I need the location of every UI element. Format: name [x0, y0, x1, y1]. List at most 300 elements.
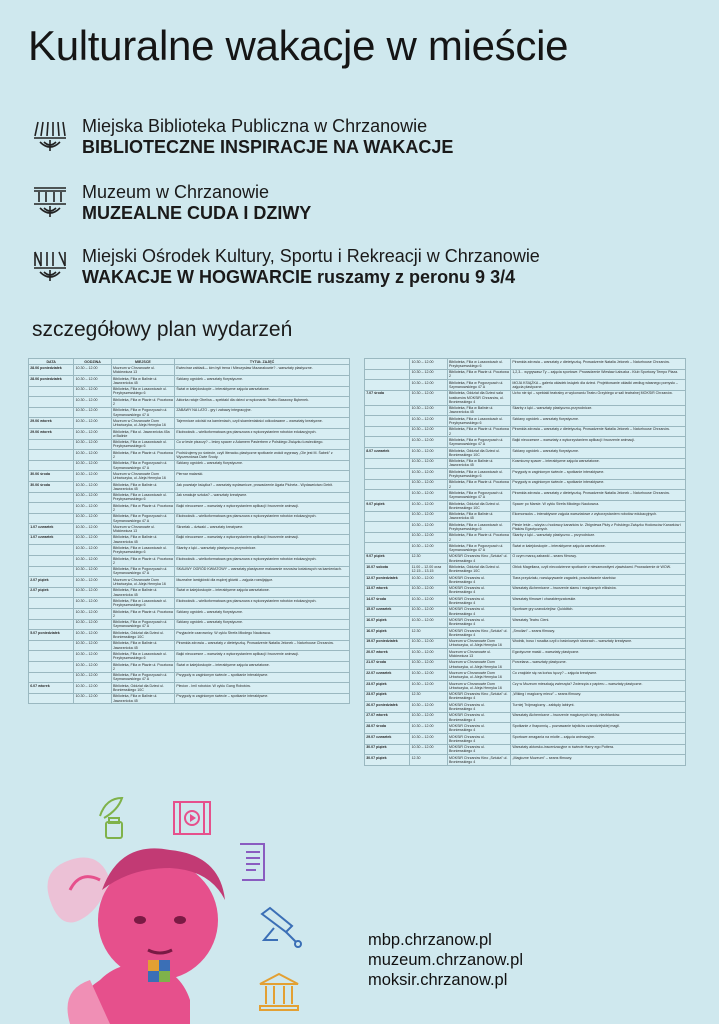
event-date [365, 543, 410, 554]
event-date: 2.07 piątek [29, 587, 74, 598]
event-date: 1.07 czwartek [29, 534, 74, 545]
event-date: 7.07 środa [365, 390, 410, 405]
event-place: MOKSiR Chrzanów ul. Broniewskiego 4 [447, 712, 510, 723]
event-date: 30.06 środa [29, 471, 74, 482]
table-row [29, 471, 350, 482]
event-date [29, 619, 74, 630]
event-date: 14.07 środa [365, 596, 410, 607]
event-title: Spacer po Marsie. W cyklu Strefa Młodego Naukowca. [511, 500, 686, 511]
event-place: Biblioteka, Filia w Pogorzycach ul. Szymanowskiego 47 A [111, 566, 174, 577]
event-place: Biblioteka, Filia w Pogorzycach ul. Szymanowskiego 47 A [111, 407, 174, 418]
event-place: MOKSiR Chrzanów ul. Broniewskiego 4 [447, 744, 510, 755]
event-place: Biblioteka, Filia w Płazie ul. Pocztowa 2 [448, 480, 509, 489]
table-row [365, 458, 686, 469]
table-row [29, 587, 350, 598]
event-hour: 12.30 [410, 628, 447, 639]
event-hour: 10.30 – 12.00 [410, 649, 447, 660]
event-title: Szklany ogródek – warsztaty florystyczne. [511, 447, 686, 458]
event-place: Biblioteka, Filia w Luszowicach ul. Przybyszewskiego 6 [447, 522, 510, 533]
event-place: Muzeum w Chrzanowie Dom Urbańczyka, ul. Aleja Henryka 16 [447, 659, 510, 670]
event-title: Ucho nie śpi – spektakl teatralny w wykonaniu Teatru Grzybiego w sali teatralnej MOKSiR Chrzanów. [511, 390, 686, 405]
event-hour: 10.30 – 12.00 [410, 369, 447, 380]
event-hour: 10.30 – 12.00 [410, 543, 447, 554]
event-place: Muzeum w Chrzanowie ul. Mickiewicza 13 [111, 524, 174, 535]
plan-heading: szczegółowy plan wydarzeń [32, 318, 293, 341]
event-hour: 10.30 – 12.00 [410, 638, 447, 649]
event-hour: 10.30 – 12.00 [410, 617, 447, 628]
event-title: Co znajdzie się na końcu tęczy? – zajęcia kreatywne. [511, 670, 686, 681]
event-hour: 10.30 – 12.00 [410, 522, 447, 533]
event-date [365, 359, 410, 370]
event-place: MOKSiR Chrzanów ul. Broniewskiego 4 [447, 585, 510, 596]
event-date: 21.07 środa [365, 659, 410, 670]
event-title: Wodnik, boso i rusałka czyli o baśniowych stworach – warsztaty kreatywne. [511, 638, 686, 649]
event-hour: 10.30 – 12.00 [410, 479, 447, 490]
institution-library [32, 116, 453, 158]
table-row [29, 566, 350, 577]
event-date [29, 545, 74, 556]
event-title: SKAUWY OGRÓD KWIATOWY – warsztaty plastyczne malowanie wrzosów kwiatowych na kamieniach. [175, 566, 350, 577]
event-hour: 10.30 – 12.00 [74, 693, 111, 704]
event-date [29, 450, 74, 461]
table-row [29, 428, 350, 439]
table-row [29, 609, 350, 620]
event-hour: 10.30 – 12.00 [74, 481, 111, 492]
table-row [365, 447, 686, 458]
table-row [29, 534, 350, 545]
event-hour: 10.30 – 12.00 [74, 365, 111, 376]
event-date: 23.07 piątek [365, 691, 410, 702]
event-title: Ekobooksik – wielkoformatowa gra planszowa z wykorzystaniem robotów edukacyjnych. [175, 556, 350, 567]
event-hour: 10.30 – 12.00 [410, 712, 447, 723]
event-date [365, 380, 410, 391]
event-title: Aktorka ratuje Obelixa – spektakl dla dzieci w wykonaniu Teatru Baszowy Bębenek. [175, 397, 350, 408]
event-place: Muzeum w Chrzanowie Dom Urbańczyka, ul. Aleja Henryka 16 [447, 638, 510, 649]
event-title: Bajki nieuczesne – warsztaty z wykorzystaniem aplikacji i tworzenie animacji. [175, 651, 350, 662]
event-date: 16.07 piątek [365, 617, 410, 628]
event-title: Świat w kalejdoskopie – interaktywne zajęcia warsztatowe. [175, 587, 350, 598]
institution-name: Muzeum w Chrzanowie [82, 182, 270, 202]
table-row [29, 672, 350, 683]
event-title: Świat w kalejdoskopie – interaktywne zajęcia warsztatowe. [511, 543, 686, 554]
event-title: Piramida zdrowia – warsztaty z dietetyczką. Prowadzenie Natalia Jelonek – Naturhouse Chrzanów. [511, 490, 686, 501]
table-row [29, 683, 350, 694]
event-hour: 10.30 – 12.00 [74, 683, 111, 694]
event-date [365, 490, 410, 501]
event-date: 28.06 poniedziałek [29, 375, 74, 386]
table-row [365, 744, 686, 755]
table-row [29, 524, 350, 535]
event-title: Egzotyczne maski – warsztaty plastyczne. [511, 649, 686, 660]
event-hour: 10.30 – 12.00 [410, 670, 447, 681]
event-date [29, 439, 74, 450]
event-title: „Smolian” – seans filmowy. [511, 628, 686, 639]
table-row [29, 386, 350, 397]
event-date [29, 566, 74, 577]
event-place: Muzeum w Chrzanowie Dom Urbańczyka, ul. Aleja Henryka 16 [111, 577, 174, 588]
event-place: Muzeum w Chrzanowie ul. Mickiewicza 13 [111, 365, 174, 376]
event-title: Szklany ogródek – warsztaty florystyczne. [175, 460, 350, 471]
table-row [29, 619, 350, 630]
table-row [365, 575, 686, 586]
event-hour: 10.30 – 12.00 [74, 397, 111, 408]
institution-museum [32, 182, 311, 224]
event-hour: 10.30 – 12.00 [410, 744, 447, 755]
event-title: Piramida zdrowia – warsztaty z dietetyczką. Prowadzenie Natalia Jelonek – Naturhouse Chrzanów. [511, 359, 686, 370]
event-title: Szklany ogródek – warsztaty florystyczne. [175, 609, 350, 620]
schedule-right-body [365, 359, 686, 766]
event-hour: 10.30 – 12.00 [74, 609, 111, 620]
event-hour: 10.30 – 12.00 [74, 577, 111, 588]
event-hour: 10.30 – 12.00 [410, 500, 447, 511]
event-date [29, 609, 74, 620]
event-place: Biblioteka, Filia w Pogorzycach ul. Szymanowskiego 47 A [111, 619, 174, 630]
event-hour: 10.30 – 12.00 [410, 575, 447, 586]
event-date [365, 369, 410, 380]
event-title: Przygody w zaginionym świecie – spotkanie interaktywne. [175, 672, 350, 683]
event-hour: 10.30 – 12.00 [410, 585, 447, 596]
event-date [29, 386, 74, 397]
event-title: Warsztaty filmowe i charakteryzatorskie. [511, 596, 686, 607]
event-hour: 10.30 – 12.00 [74, 471, 111, 482]
table-row [365, 490, 686, 501]
event-date: 20.07 wtorek [365, 649, 410, 660]
table-row [29, 481, 350, 492]
event-place: Biblioteka, Filia w Płazie ul. Pocztowa 2 [112, 609, 173, 618]
event-hour: 10.30 – 12.00 [74, 524, 111, 535]
event-hour: 10.30 – 12.00 [74, 566, 111, 577]
event-title: Sportowe zmagania na miotle – zajęcia animacyjne. [511, 733, 686, 744]
table-row [365, 681, 686, 692]
event-place: Biblioteka, Filia w Pogorzycach ul. Szymanowskiego 47 A [447, 380, 510, 391]
event-place: Biblioteka, Filia w Płazie ul. Pocztowa 2 [112, 397, 173, 406]
event-hour: 10.30 – 12.00 [74, 598, 111, 609]
event-title: Oblok Magellana, czyli niecodzienne spotkanie z niesamowitymi zjawiskami. Prowadzenie dr WOW. [511, 564, 686, 575]
event-date [29, 407, 74, 418]
event-place: Muzeum w Chrzanowie Dom Urbańczyka, ul. Aleja Henryka 16 [111, 471, 174, 482]
event-date: 22.07 czwartek [365, 670, 410, 681]
event-title: Przygody w zaginionym świecie – spotkanie interaktywne. [511, 479, 686, 490]
event-title: Warsztaty aktorsko-inscenizacyjne w świecie Harry ego Pottera. [511, 744, 686, 755]
event-title: ZABAWY NA LATO - gry i zabawy integracyjne. [175, 407, 350, 418]
event-title: Bajki nieuczesne – warsztaty z wykorzystaniem aplikacji i tworzenie animacji. [175, 534, 350, 545]
event-hour: 10.30 – 12.00 [410, 702, 447, 713]
schedule-table-right [364, 358, 686, 766]
event-hour: 10.30 – 12.00 [74, 587, 111, 598]
table-row [29, 418, 350, 429]
event-title: Turniej Trójmagiczny - zabłędy labirynt. [511, 702, 686, 713]
institution-name: Miejski Ośrodek Kultury, Sportu i Rekreacji w Chrzanowie [82, 246, 540, 266]
event-place: MOKSiR Chrzanów ul. Broniewskiego 4 [447, 596, 510, 607]
table-row [365, 437, 686, 448]
event-date [365, 416, 410, 427]
event-date [29, 651, 74, 662]
event-title: Muzealne lamiglówki dla mądrej główki – zajęcia rozwijające. [175, 577, 350, 588]
event-place: Biblioteka, Filia w Luszowicach ul. Przybyszewskiego 6 [447, 416, 510, 427]
event-place: Biblioteka, Filia w Luszowicach ul. Przybyszewskiego 6 [111, 386, 174, 397]
museum-url[interactable]: muzeum.chrzanow.pl [368, 951, 523, 969]
institution-name: Miejska Biblioteka Publiczna w Chrzanowie [82, 116, 428, 136]
event-title: Skarby z łąki – warsztaty plastyczno-przyrodnicze. [511, 405, 686, 416]
event-title: Ewiecinar zabladi— kim byli trena i Mieczysław Mazarakowie? - warsztaty plastyczne. [175, 365, 350, 376]
event-place: MOKSiR Chrzanów ul. Broniewskiego 4 [447, 723, 510, 734]
institution-moksir [32, 246, 540, 288]
event-title: Warsztaty Teatru Cieni. [511, 617, 686, 628]
event-place: Biblioteka, Filia w Luszowicach ul. Przybyszewskiego 6 [111, 545, 174, 556]
event-place: Biblioteka, Filia w Płazie ul. Pocztowa 2 [112, 503, 173, 512]
table-row [365, 553, 686, 564]
event-hour: 10.30 – 12.00 [410, 681, 447, 692]
event-hour: 10.30 – 12.00 [74, 503, 111, 514]
event-place: Muzeum w Chrzanowie ul. Mickiewicza 13 [447, 649, 510, 660]
table-row [365, 723, 686, 734]
event-date [29, 503, 74, 514]
event-place: Biblioteka, Filia w Płazie ul. Pocztowa 2 [448, 533, 509, 542]
table-row [365, 649, 686, 660]
table-row [365, 596, 686, 607]
table-row [29, 651, 350, 662]
event-place: MOKSiR Chrzanów ul. Broniewskiego 4 [447, 606, 510, 617]
event-hour: 10.30 – 12.00 [74, 556, 111, 567]
event-hour: 10.30 – 12.00 [410, 390, 447, 405]
event-title: Ekobooksik – wielkoformatowa gra planszowa z wykorzystaniem robotów edukacyjnych. [175, 428, 350, 439]
event-hour: 10.30 – 12.00 [410, 447, 447, 458]
table-row [365, 564, 686, 575]
event-hour: 12.30 [410, 755, 447, 766]
table-row [365, 416, 686, 427]
event-place: Biblioteka, Filia w Pogorzycach ul. Szymanowskiego 47 A [111, 513, 174, 524]
event-title: Podróżujemy po świecie, czyli literacko-plastyczne spotkanie wokół wyprawy „Ole jest M. Śabek” z Wyczesniowa Dwie Środy. [175, 450, 350, 461]
event-hour: 12.30 [410, 691, 447, 702]
event-title: Szklany ogródek – warsztaty florystyczne. [175, 375, 350, 386]
event-hour: 10.30 – 12.00 [74, 460, 111, 471]
program-title: BIBLIOTECZNE INSPIRACJE NA WAKACJE [82, 137, 454, 157]
event-title: Kosmiczny spacer – interaktywne zajęcia warsztatowe. [511, 458, 686, 469]
event-place: Biblioteka, Filia w Płazie ul. Pocztowa 2 [448, 370, 509, 379]
event-place: Biblioteka, Filia w Balinie ul. Jaworznicka 45 [111, 587, 174, 598]
event-date: 19.07 poniedziałek [365, 638, 410, 649]
event-title: Ekobooksik – wielkoformatowa gra planszowa z wykorzystaniem robotów edukacyjnych. [175, 513, 350, 524]
event-place: Muzeum w Chrzanowie Dom Urbańczyka, ul. Aleja Henryka 16 [447, 681, 510, 692]
event-hour: 10.30 – 12.00 [410, 733, 447, 744]
event-hour: 10.30 – 12.00 [74, 630, 111, 641]
event-date: 9.07 piątek [365, 500, 410, 511]
event-date [29, 397, 74, 408]
event-hour: 11.00 – 12.00 oraz 12.15 – 13.15 [410, 564, 447, 575]
event-date: 12.07 poniedziałek [365, 575, 410, 586]
event-place: Biblioteka, Filia w Balinie ul. Jaworznicka 45 [111, 693, 174, 704]
library-logo-icon [32, 118, 68, 154]
table-row [29, 450, 350, 461]
event-title: Bajki nieuczesne – warsztaty z wykorzystaniem aplikacji i tworzenie animacji. [511, 437, 686, 448]
event-date [29, 556, 74, 567]
table-row [29, 662, 350, 673]
event-title: Plecion - Imil robotów. W cyklu Gang Robotów. [175, 683, 350, 694]
event-date: 28.07 środa [365, 723, 410, 734]
event-date: 5.07 poniedziałek [29, 630, 74, 641]
table-row [365, 638, 686, 649]
event-date [29, 513, 74, 524]
event-hour: 10.30 – 12.00 [74, 651, 111, 662]
table-row [365, 369, 686, 380]
event-date: 29.06 wtorek [29, 418, 74, 429]
event-title: Świat w kalejdoskopie – interaktywne zajęcia warsztatowe. [175, 386, 350, 397]
event-place: Biblioteka, Filia w Balinie ul. Jaworznicka 45 [447, 458, 510, 469]
event-date: 27.07 wtorek [365, 712, 410, 723]
event-hour: 10.30 – 12.00 [74, 375, 111, 386]
event-date [365, 511, 410, 522]
event-title: Tajemnicze odciski na kamieniach, czyli skamieniałości odkodowane – warsztaty kreatywne. [175, 418, 350, 429]
event-place: Biblioteka, Filia w Płazie ul. Pocztowa 2 [112, 662, 173, 671]
event-place: Biblioteka, Filia w Luszowicach ul. Przybyszewskiego 6 [111, 439, 174, 450]
event-date: 2.07 piątek [29, 577, 74, 588]
event-date [365, 426, 410, 437]
table-row [365, 479, 686, 490]
event-title: Skarby z łąki – warsztaty plastyczno-przyrodnicze. [175, 545, 350, 556]
event-hour: 10.30 – 12.00 [74, 428, 111, 439]
event-hour: 10.30 – 12.00 [410, 511, 447, 522]
table-row [365, 469, 686, 480]
event-title: Ekomonsoks – interaktywne zajęcia warsztatowe z wykorzystaniem robotów edukacyjnych. [511, 511, 686, 522]
event-date [29, 672, 74, 683]
header-place: MIEJSCE [111, 359, 174, 365]
event-hour: 10.30 – 12.00 [410, 359, 447, 370]
event-date: 9.07 piątek [365, 553, 410, 564]
event-place: Biblioteka, Oddział dla Dzieci ul. Broniewskiego 10C [111, 683, 174, 694]
event-place: MOKSiR Chrzanów ul. Broniewskiego 4 [447, 575, 510, 586]
event-hour: 10.30 – 12.00 [74, 386, 111, 397]
table-row [29, 492, 350, 503]
table-row [29, 375, 350, 386]
event-date: 16.07 piątek [365, 628, 410, 639]
event-title: 1,2,3... wygrywasz Ty – zajęcia sportowe. Prowadzenie Wiesław Łabuzka - Klub Sportowy Tempo Płaza. [511, 369, 686, 380]
event-date: 10.07 sobota [365, 564, 410, 575]
event-hour: 10.30 – 12.00 [74, 407, 111, 418]
event-place: Biblioteka, Oddział dla Dzieci ul. Broniewskiego 10C [447, 564, 510, 575]
event-place: Biblioteka, Filia w Pogorzycach ul. Szymanowskiego 47 A [447, 543, 510, 554]
event-title: Co w lesie piszczy? – leśny spacer z Adamem Pasierbem z Polskiego Związku Łowieckiego. [175, 439, 350, 450]
event-title: Przyjaciele czarownicy. W cyklu Strefa Młodego Naukowca. [175, 630, 350, 641]
event-title: Skarby z łąki – warsztaty plastyczno – przyrodnicze. [511, 532, 686, 543]
event-title: Sportowe gry czarodziejów: Quidditch. [511, 606, 686, 617]
event-hour: 10.30 – 12.00 [74, 672, 111, 683]
event-date [29, 492, 74, 503]
event-date: 30.07 piątek [365, 744, 410, 755]
library-url[interactable]: mbp.chrzanow.pl [368, 931, 492, 949]
event-hour: 10.30 – 12.00 [74, 640, 111, 651]
event-date [29, 598, 74, 609]
table-row [365, 606, 686, 617]
table-row [365, 532, 686, 543]
event-title: Świat w kalejdoskopie – interaktywne zajęcia warsztatowe. [175, 662, 350, 673]
event-place: Biblioteka, Filia w Płazie ul. Pocztowa 2 [448, 427, 509, 436]
program-title [82, 267, 540, 288]
table-row [365, 659, 686, 670]
event-place: Biblioteka, Filia w Balinie ul. Jaworznicka 45 [111, 534, 174, 545]
table-row [365, 426, 686, 437]
event-hour: 10.30 – 12.00 [410, 723, 447, 734]
event-hour: 12.30 [410, 553, 447, 564]
event-place: Biblioteka, Filia w Luszowicach ul. Przybyszewskiego 6 [111, 492, 174, 503]
event-title: Jak smakuje sztuka? – warsztaty kreatywne. [175, 492, 350, 503]
event-date: 29.07 czwartek [365, 733, 410, 744]
event-place: MOKSiR Chrzanów Kino „Sztuka” ul. Broniewskiego 4 [447, 691, 510, 702]
event-place: Biblioteka, Filia w Balinie ul. Jaworznicka 45 [111, 640, 174, 651]
event-hour: 10.30 – 12.00 [410, 416, 447, 427]
event-title: „Magiczne Muzeum” – seans filmowy. [511, 755, 686, 766]
event-title: Czy w Muzeum mieszkają zwierzęta? Zwierzęta z papieru – warsztaty plastyczne. [511, 681, 686, 692]
moksir-url[interactable]: moksir.chrzanow.pl [368, 971, 508, 989]
table-row [365, 500, 686, 511]
event-date [365, 522, 410, 533]
event-title: Piesie leśle – wizyta u hodowcy kanarków tz. Zbigniewa Pluty z Polskiego Związku Hodowców Kanarków i Ptaków Egzotycznych. [511, 522, 686, 533]
website-links [368, 930, 523, 990]
event-place: Biblioteka, Filia w Balinie ul. Jaworznicka 45 [447, 511, 510, 522]
event-date: 6.07 wtorek [29, 683, 74, 694]
table-row [365, 511, 686, 522]
event-place: Biblioteka, Filia w Luszowicach ul. Przybyszewskiego 6 [111, 651, 174, 662]
table-row [365, 712, 686, 723]
event-date [29, 460, 74, 471]
table-row [29, 693, 350, 704]
event-date [29, 693, 74, 704]
event-hour: 10.30 – 12.00 [74, 492, 111, 503]
event-place: Biblioteka, Filia w Pogorzycach ul. Szymanowskiego 47 A [111, 672, 174, 683]
event-date: 23.07 piątek [365, 681, 410, 692]
table-row [365, 380, 686, 391]
event-place: Biblioteka, Filia w Balinie ul. Jaworznicka 45 [111, 481, 174, 492]
event-place: Biblioteka, Filia w Luszowicach ul. Przybyszewskiego 6 [447, 469, 510, 480]
event-hour: 10.30 – 12.00 [74, 450, 111, 461]
event-date [365, 469, 410, 480]
table-row [29, 365, 350, 376]
event-place: MOKSiR Chrzanów Kino „Sztuka” ul. Broniewskiego 4 [447, 628, 510, 639]
event-date: 30.06 środa [29, 481, 74, 492]
schedule-left-body [29, 365, 350, 704]
event-title: Ekobooksik – wielkoformatowa gra planszowa z wykorzystaniem robotów edukacyjnych. [175, 598, 350, 609]
table-row [365, 670, 686, 681]
table-row [29, 640, 350, 651]
event-hour: 10.30 – 12.00 [74, 513, 111, 524]
event-place: Biblioteka, Filia w Płazie ul. Pocztowa 2 [112, 450, 173, 459]
event-place: Biblioteka, Filia w Balinie ul. Jaworznicka 45 [111, 375, 174, 386]
table-row [29, 503, 350, 514]
event-place: MOKSiR Chrzanów Kino „Sztuka” ul. Broniewskiego 4 [447, 755, 510, 766]
event-hour: 10.30 – 12.00 [74, 619, 111, 630]
event-date: 1.07 czwartek [29, 524, 74, 535]
event-title: Bajki nieuczesne – warsztaty z wykorzystaniem aplikacji i tworzenie animacji. [175, 503, 350, 514]
event-place: MOKSiR Chrzanów ul. Broniewskiego 4 [447, 617, 510, 628]
event-title: Szklany ogródek – warsztaty florystyczne. [511, 416, 686, 427]
table-row [29, 545, 350, 556]
event-place: Biblioteka, Filia w Pogorzycach ul. Szymanowskiego 47 A [447, 437, 510, 448]
event-place: Biblioteka, Filia w Płazie ul. Pocztowa 2 [112, 556, 173, 565]
table-row [29, 556, 350, 567]
museum-building-icon [258, 972, 300, 1012]
event-title: Porcelana – warsztaty plastyczne. [511, 659, 686, 670]
event-hour: 10.30 – 12.00 [410, 469, 447, 480]
event-date [365, 437, 410, 448]
event-date: 8.07 czwartek [365, 447, 410, 458]
event-date: 30.07 piątek [365, 755, 410, 766]
event-title: Piramida zdrowia – warsztaty z dietetyczką. Prowadzenie Natalia Jelonek – Naturhouse Chrzanów. [175, 640, 350, 651]
event-place: Biblioteka, Oddział dla Dzieci ul. Broniewskiego 10C [447, 447, 510, 458]
table-row [29, 460, 350, 471]
table-row [365, 522, 686, 533]
microscope-icon [256, 904, 304, 948]
event-title: Tiara przydziału, rozwiązywanie zagadek, poszukiwanie skarbów. [511, 575, 686, 586]
event-title: Jak powstaje książka? – warsztaty wydawnicze, prowadzenie Agata Pluheta - Wydawnictwo Debit. [175, 481, 350, 492]
